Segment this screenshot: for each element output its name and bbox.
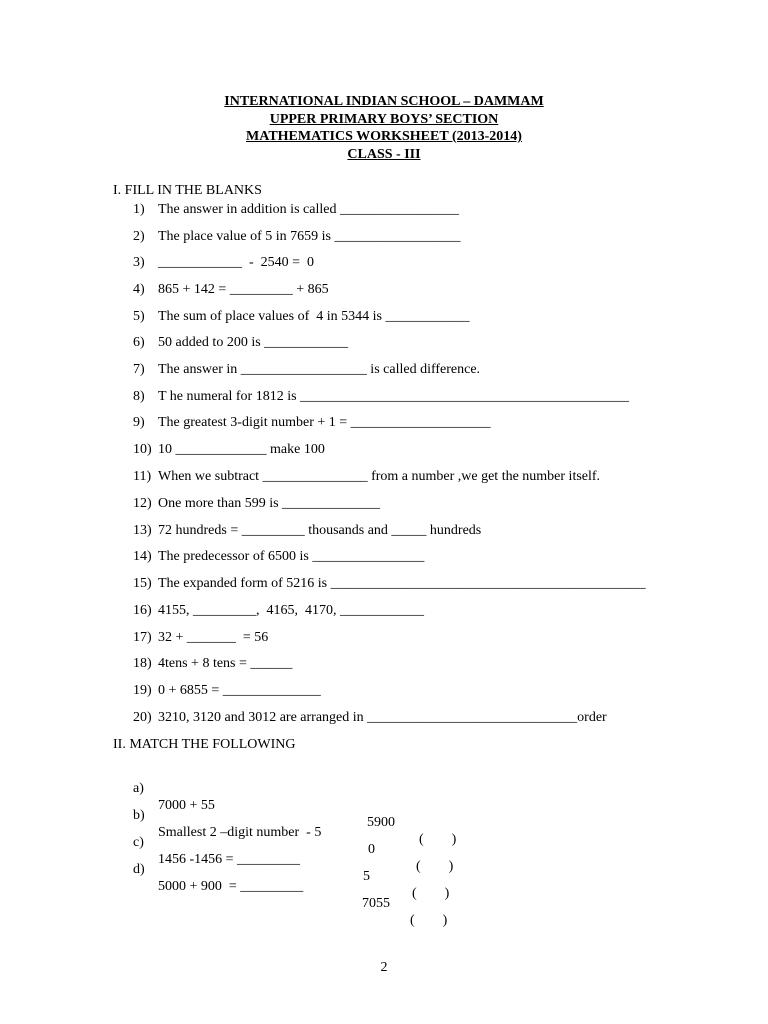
item-text: 50 added to 200 is ____________ <box>158 335 349 350</box>
match-letter: a) <box>133 781 144 796</box>
match-answer: 7055 <box>362 896 390 911</box>
item-number: 4) <box>133 282 145 297</box>
list-item <box>133 361 480 378</box>
item-number: 18) <box>133 656 152 671</box>
item-text: 72 hundreds = _________ thousands and _____ hundreds <box>158 523 482 538</box>
list-item <box>133 388 629 405</box>
item-number: 13) <box>133 523 152 538</box>
list-item <box>133 495 380 512</box>
list-item <box>133 575 646 592</box>
answer-bracket: ( ) <box>412 886 450 901</box>
match-question: Smallest 2 –digit number - 5 <box>158 825 322 840</box>
match-question: 1456 -1456 = _________ <box>158 852 301 867</box>
item-number: 8) <box>133 389 145 404</box>
item-number: 14) <box>133 549 152 564</box>
page-number: 2 <box>380 960 388 975</box>
list-item <box>133 629 268 646</box>
item-number: 16) <box>133 603 152 618</box>
item-text: 865 + 142 = _________ + 865 <box>158 282 329 297</box>
match-question: 5000 + 900 = _________ <box>158 879 304 894</box>
answer-bracket: ( ) <box>410 913 448 928</box>
item-number: 6) <box>133 335 145 350</box>
item-text: The predecessor of 6500 is ________________ <box>158 549 425 564</box>
list-item <box>133 308 469 325</box>
match-question: 7000 + 55 <box>158 798 215 813</box>
match-answer: 0 <box>368 842 375 857</box>
item-text: When we subtract _______________ from a number ,we get the number itself. <box>158 469 601 484</box>
item-text: 4tens + 8 tens = ______ <box>158 656 293 671</box>
match-letter: d) <box>133 862 145 877</box>
list-item <box>133 441 325 458</box>
list-item <box>133 414 491 431</box>
item-text: 32 + _______ = 56 <box>158 630 269 645</box>
item-text: ____________ - 2540 = 0 <box>158 255 315 270</box>
item-text: One more than 599 is ______________ <box>158 496 381 511</box>
item-number: 12) <box>133 496 152 511</box>
item-number: 17) <box>133 630 152 645</box>
item-number: 20) <box>133 710 152 725</box>
item-text: The place value of 5 in 7659 is __________________ <box>158 229 461 244</box>
item-number: 19) <box>133 683 152 698</box>
list-item <box>133 548 424 565</box>
item-number: 1) <box>133 202 145 217</box>
item-text: 10 _____________ make 100 <box>158 442 325 457</box>
item-text: The expanded form of 5216 is _____________________________________________ <box>158 576 646 591</box>
match-answer: 5900 <box>367 815 395 830</box>
answer-bracket: ( ) <box>419 832 457 847</box>
list-item <box>133 709 607 726</box>
match-letter: b) <box>133 808 145 823</box>
section-name: UPPER PRIMARY BOYS’ SECTION <box>269 111 499 127</box>
list-item <box>133 228 461 245</box>
item-text: T he numeral for 1812 is _______________________________________________ <box>158 389 630 404</box>
class-label: CLASS - III <box>347 146 421 162</box>
list-item <box>133 281 329 298</box>
item-number: 11) <box>133 469 152 484</box>
school-name: INTERNATIONAL INDIAN SCHOOL – DAMMAM <box>224 94 544 109</box>
item-text: The answer in __________________ is called difference. <box>158 362 481 377</box>
fill-blanks-title: I. FILL IN THE BLANKS <box>113 183 262 198</box>
item-text: 0 + 6855 = ______________ <box>158 683 321 698</box>
list-item <box>133 655 292 672</box>
item-number: 3) <box>133 255 145 270</box>
answer-bracket: ( ) <box>416 859 454 874</box>
item-text: 4155, _________, 4165, 4170, ____________ <box>158 603 424 618</box>
list-item <box>133 468 600 485</box>
item-number: 9) <box>133 415 145 430</box>
item-text: The greatest 3-digit number + 1 = ____________________ <box>158 415 491 430</box>
item-number: 15) <box>133 576 152 591</box>
list-item <box>133 522 481 539</box>
list-item <box>133 602 424 619</box>
item-number: 5) <box>133 309 145 324</box>
worksheet-title: MATHEMATICS WORKSHEET (2013-2014) <box>246 129 522 144</box>
item-text: The sum of place values of 4 in 5344 is ____________ <box>158 309 470 324</box>
match-answer: 5 <box>363 869 370 884</box>
item-text: The answer in addition is called _________________ <box>158 202 459 217</box>
item-text: 3210, 3120 and 3012 are arranged in ______________________________order <box>158 710 607 725</box>
list-item <box>133 334 348 351</box>
match-letter: c) <box>133 835 144 850</box>
match-title: II. MATCH THE FOLLOWING <box>113 737 296 752</box>
item-number: 2) <box>133 229 145 244</box>
item-number: 7) <box>133 362 145 377</box>
list-item <box>133 201 459 218</box>
worksheet-header <box>0 93 768 163</box>
item-number: 10) <box>133 442 152 457</box>
list-item <box>133 682 321 699</box>
list-item <box>133 254 314 271</box>
